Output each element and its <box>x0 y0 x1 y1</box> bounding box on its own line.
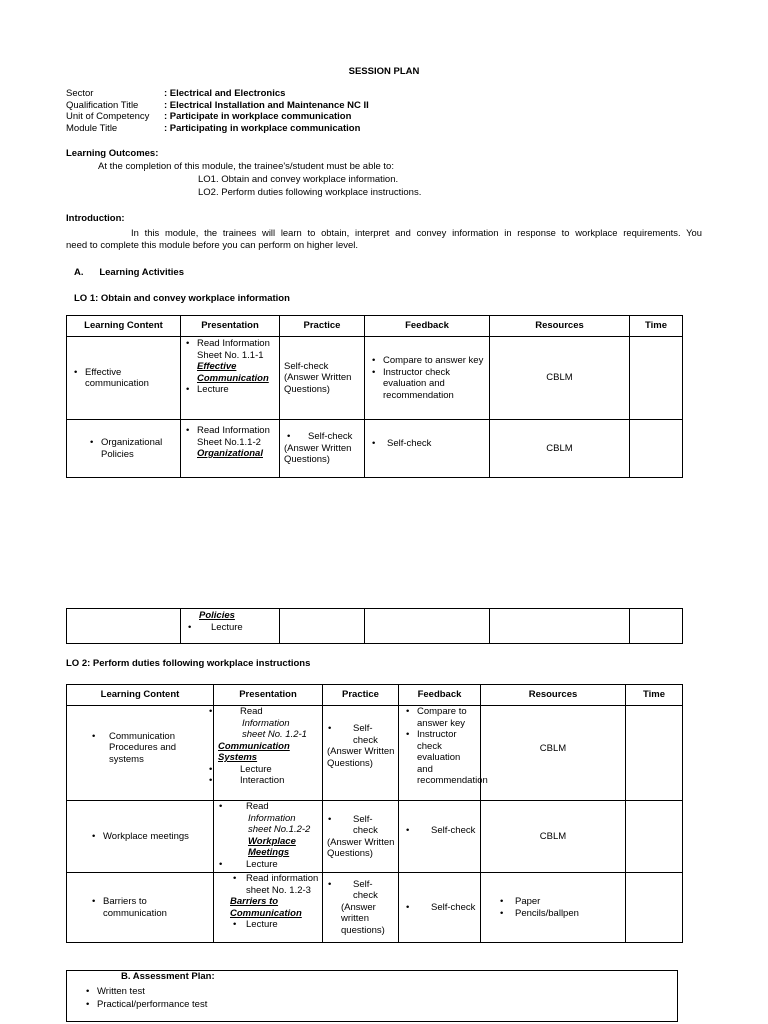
assessment-list <box>83 986 207 1010</box>
learning-content-item: • Organizational Policies <box>87 437 176 460</box>
presentation-topic: Workplace Meetings <box>248 835 296 858</box>
resources-cell: CBLM <box>481 706 626 801</box>
introduction-line-1: In this module, the trainees will learn to obtain, interpret and convey information in response to workplace requirements. You <box>131 227 702 238</box>
presentation-lecture: • Lecture <box>185 622 277 634</box>
assessment-item: • Practical/performance test <box>83 999 207 1010</box>
presentation-read: • Read <box>206 706 320 718</box>
practice-note: (Answer written questions) <box>341 901 385 936</box>
feedback-item: • Instructor check evaluation and recommendation <box>369 367 485 402</box>
table-row <box>67 609 683 644</box>
presentation-topic: Effective Communication <box>197 361 269 384</box>
header-feedback: Feedback <box>399 685 481 706</box>
presentation-topic: Barriers to Communication <box>230 896 302 919</box>
assessment-heading: B. Assessment Plan: <box>121 971 215 982</box>
header-presentation: Presentation <box>181 316 280 337</box>
feedback-item: • Compare to answer key <box>369 355 485 367</box>
presentation-cell <box>214 801 323 873</box>
time-cell <box>626 801 683 873</box>
feedback-cell <box>365 337 490 420</box>
table-row <box>67 420 683 478</box>
practice-note: (Answer Written Questions) <box>327 836 395 859</box>
resources-item: • Pencils/ballpen <box>497 908 621 920</box>
presentation-item <box>183 425 277 460</box>
practice-note: (Answer Written Questions) <box>284 442 352 466</box>
header-practice: Practice <box>323 685 399 706</box>
presentation-topic: Policies <box>199 610 235 621</box>
resources-item: • Paper <box>497 896 621 908</box>
header-practice: Practice <box>280 316 365 337</box>
info-row-sector <box>66 88 369 100</box>
lo1-activities-table-continued <box>66 608 683 644</box>
header-learning-content: Learning Content <box>67 685 214 706</box>
practice-cell <box>323 706 399 801</box>
learning-outcomes-intro: At the completion of this module, the trainee's/student must be able to: <box>98 161 394 172</box>
learning-content-item: • Communication Procedures and systems <box>89 731 207 766</box>
info-value: : Participating in workplace communication <box>164 122 361 134</box>
time-cell <box>630 420 683 478</box>
practice-item: • Self-check <box>325 723 396 746</box>
header-presentation: Presentation <box>214 685 323 706</box>
presentation-info: Information sheet No.1.2-2 <box>248 812 311 835</box>
table-row <box>67 873 683 943</box>
presentation-cell <box>181 420 280 478</box>
header-resources: Resources <box>481 685 626 706</box>
learning-outcome-2: LO2. Perform duties following workplace instructions. <box>198 187 422 198</box>
learning-outcomes-heading: Learning Outcomes: <box>66 148 159 159</box>
time-cell <box>630 609 683 644</box>
info-label: Sector <box>66 88 94 99</box>
practice-item: • Self-check <box>284 431 360 443</box>
practice-note: (Answer Written Questions) <box>327 746 395 769</box>
practice-cell <box>280 609 365 644</box>
page-title: SESSION PLAN <box>348 66 420 77</box>
resources-cell: CBLM <box>490 337 630 420</box>
info-row-qualification <box>66 100 369 112</box>
learning-content-cell <box>67 706 214 801</box>
practice-item: • Self-check <box>325 814 396 837</box>
learning-content-item: • Effective communication <box>71 367 176 390</box>
learning-content-cell <box>67 337 181 420</box>
info-row-module <box>66 123 369 135</box>
info-value: : Electrical Installation and Maintenance NC II <box>164 99 369 111</box>
presentation-info: Information sheet No. 1.2-1 <box>242 717 307 740</box>
resources-cell: CBLM <box>490 420 630 478</box>
feedback-cell <box>399 706 488 801</box>
lo2-activities-table <box>66 684 683 943</box>
table-row <box>67 337 683 420</box>
presentation-topic: Communication Systems <box>218 740 290 763</box>
info-value: : Participate in workplace communication <box>164 111 352 122</box>
presentation-read: • Read information sheet No. 1.2-3 <box>230 873 320 896</box>
info-label: Module Title <box>66 122 118 134</box>
lo2-heading: LO 2: Perform duties following workplace instructions <box>66 658 311 669</box>
table-row <box>67 706 683 801</box>
presentation-cell <box>214 706 323 801</box>
practice-item: • Self-check <box>325 879 396 902</box>
feedback-item: • Self-check <box>369 438 485 450</box>
table-row <box>67 801 683 873</box>
module-info <box>66 88 369 134</box>
presentation-read: Read Information Sheet No. 1.1-1 <box>197 338 270 361</box>
resources-cell <box>490 609 630 644</box>
time-cell <box>626 706 683 801</box>
learning-content-item: • Workplace meetings <box>89 831 207 843</box>
assessment-plan-box <box>66 970 678 1022</box>
practice-cell <box>323 801 399 873</box>
info-value: : Electrical and Electronics <box>164 88 286 99</box>
header-feedback: Feedback <box>365 316 490 337</box>
learning-content-cell <box>67 801 214 873</box>
resources-cell <box>481 873 626 943</box>
section-a-heading: A. Learning Activities <box>74 267 184 278</box>
feedback-cell <box>399 873 481 943</box>
lo1-activities-table <box>66 315 683 478</box>
header-learning-content: Learning Content <box>67 316 181 337</box>
introduction-heading: Introduction: <box>66 213 125 224</box>
presentation-lecture: • Lecture <box>230 919 320 931</box>
presentation-item <box>183 338 277 384</box>
feedback-cell <box>399 801 481 873</box>
table-header-row <box>67 685 683 706</box>
feedback-item: • Self-check <box>403 825 478 837</box>
presentation-interaction: • Interaction <box>206 775 320 787</box>
learning-content-cell <box>67 873 214 943</box>
info-label: Unit of Competency <box>66 111 150 122</box>
presentation-lecture: • Lecture <box>183 384 277 396</box>
feedback-cell <box>365 609 490 644</box>
presentation-read: • Read <box>216 801 320 813</box>
presentation-lecture: • Lecture <box>216 859 320 871</box>
lo1-heading: LO 1: Obtain and convey workplace information <box>74 293 290 304</box>
header-time: Time <box>630 316 683 337</box>
resources-cell: CBLM <box>481 801 626 873</box>
presentation-cell <box>181 337 280 420</box>
feedback-item: • Compare to answer key <box>403 706 478 729</box>
info-row-unit <box>66 111 369 123</box>
presentation-topic: Organizational <box>197 448 263 459</box>
assessment-item: • Written test <box>83 986 207 997</box>
practice-cell <box>323 873 399 943</box>
presentation-cell <box>214 873 323 943</box>
learning-outcome-1: LO1. Obtain and convey workplace information. <box>198 174 399 185</box>
time-cell <box>630 337 683 420</box>
introduction-line-2: need to complete this module before you can perform on higher level. <box>66 240 359 251</box>
header-resources: Resources <box>490 316 630 337</box>
feedback-cell <box>365 420 490 478</box>
presentation-read: Read Information Sheet No.1.1-2 <box>197 425 270 448</box>
presentation-lecture: • Lecture <box>206 764 320 776</box>
header-time: Time <box>626 685 683 706</box>
feedback-item: • Self-check <box>403 902 478 914</box>
learning-content-item: • Barriers to communication <box>89 896 207 919</box>
practice-cell <box>280 420 365 478</box>
table-header-row <box>67 316 683 337</box>
learning-content-cell <box>67 420 181 478</box>
info-label: Qualification Title <box>66 99 139 111</box>
feedback-item: • Instructor check evaluation and recommendation <box>403 729 478 787</box>
learning-content-cell <box>67 609 181 644</box>
presentation-cell <box>181 609 280 644</box>
practice-cell: Self-check (Answer Written Questions) <box>280 337 365 420</box>
time-cell <box>626 873 683 943</box>
